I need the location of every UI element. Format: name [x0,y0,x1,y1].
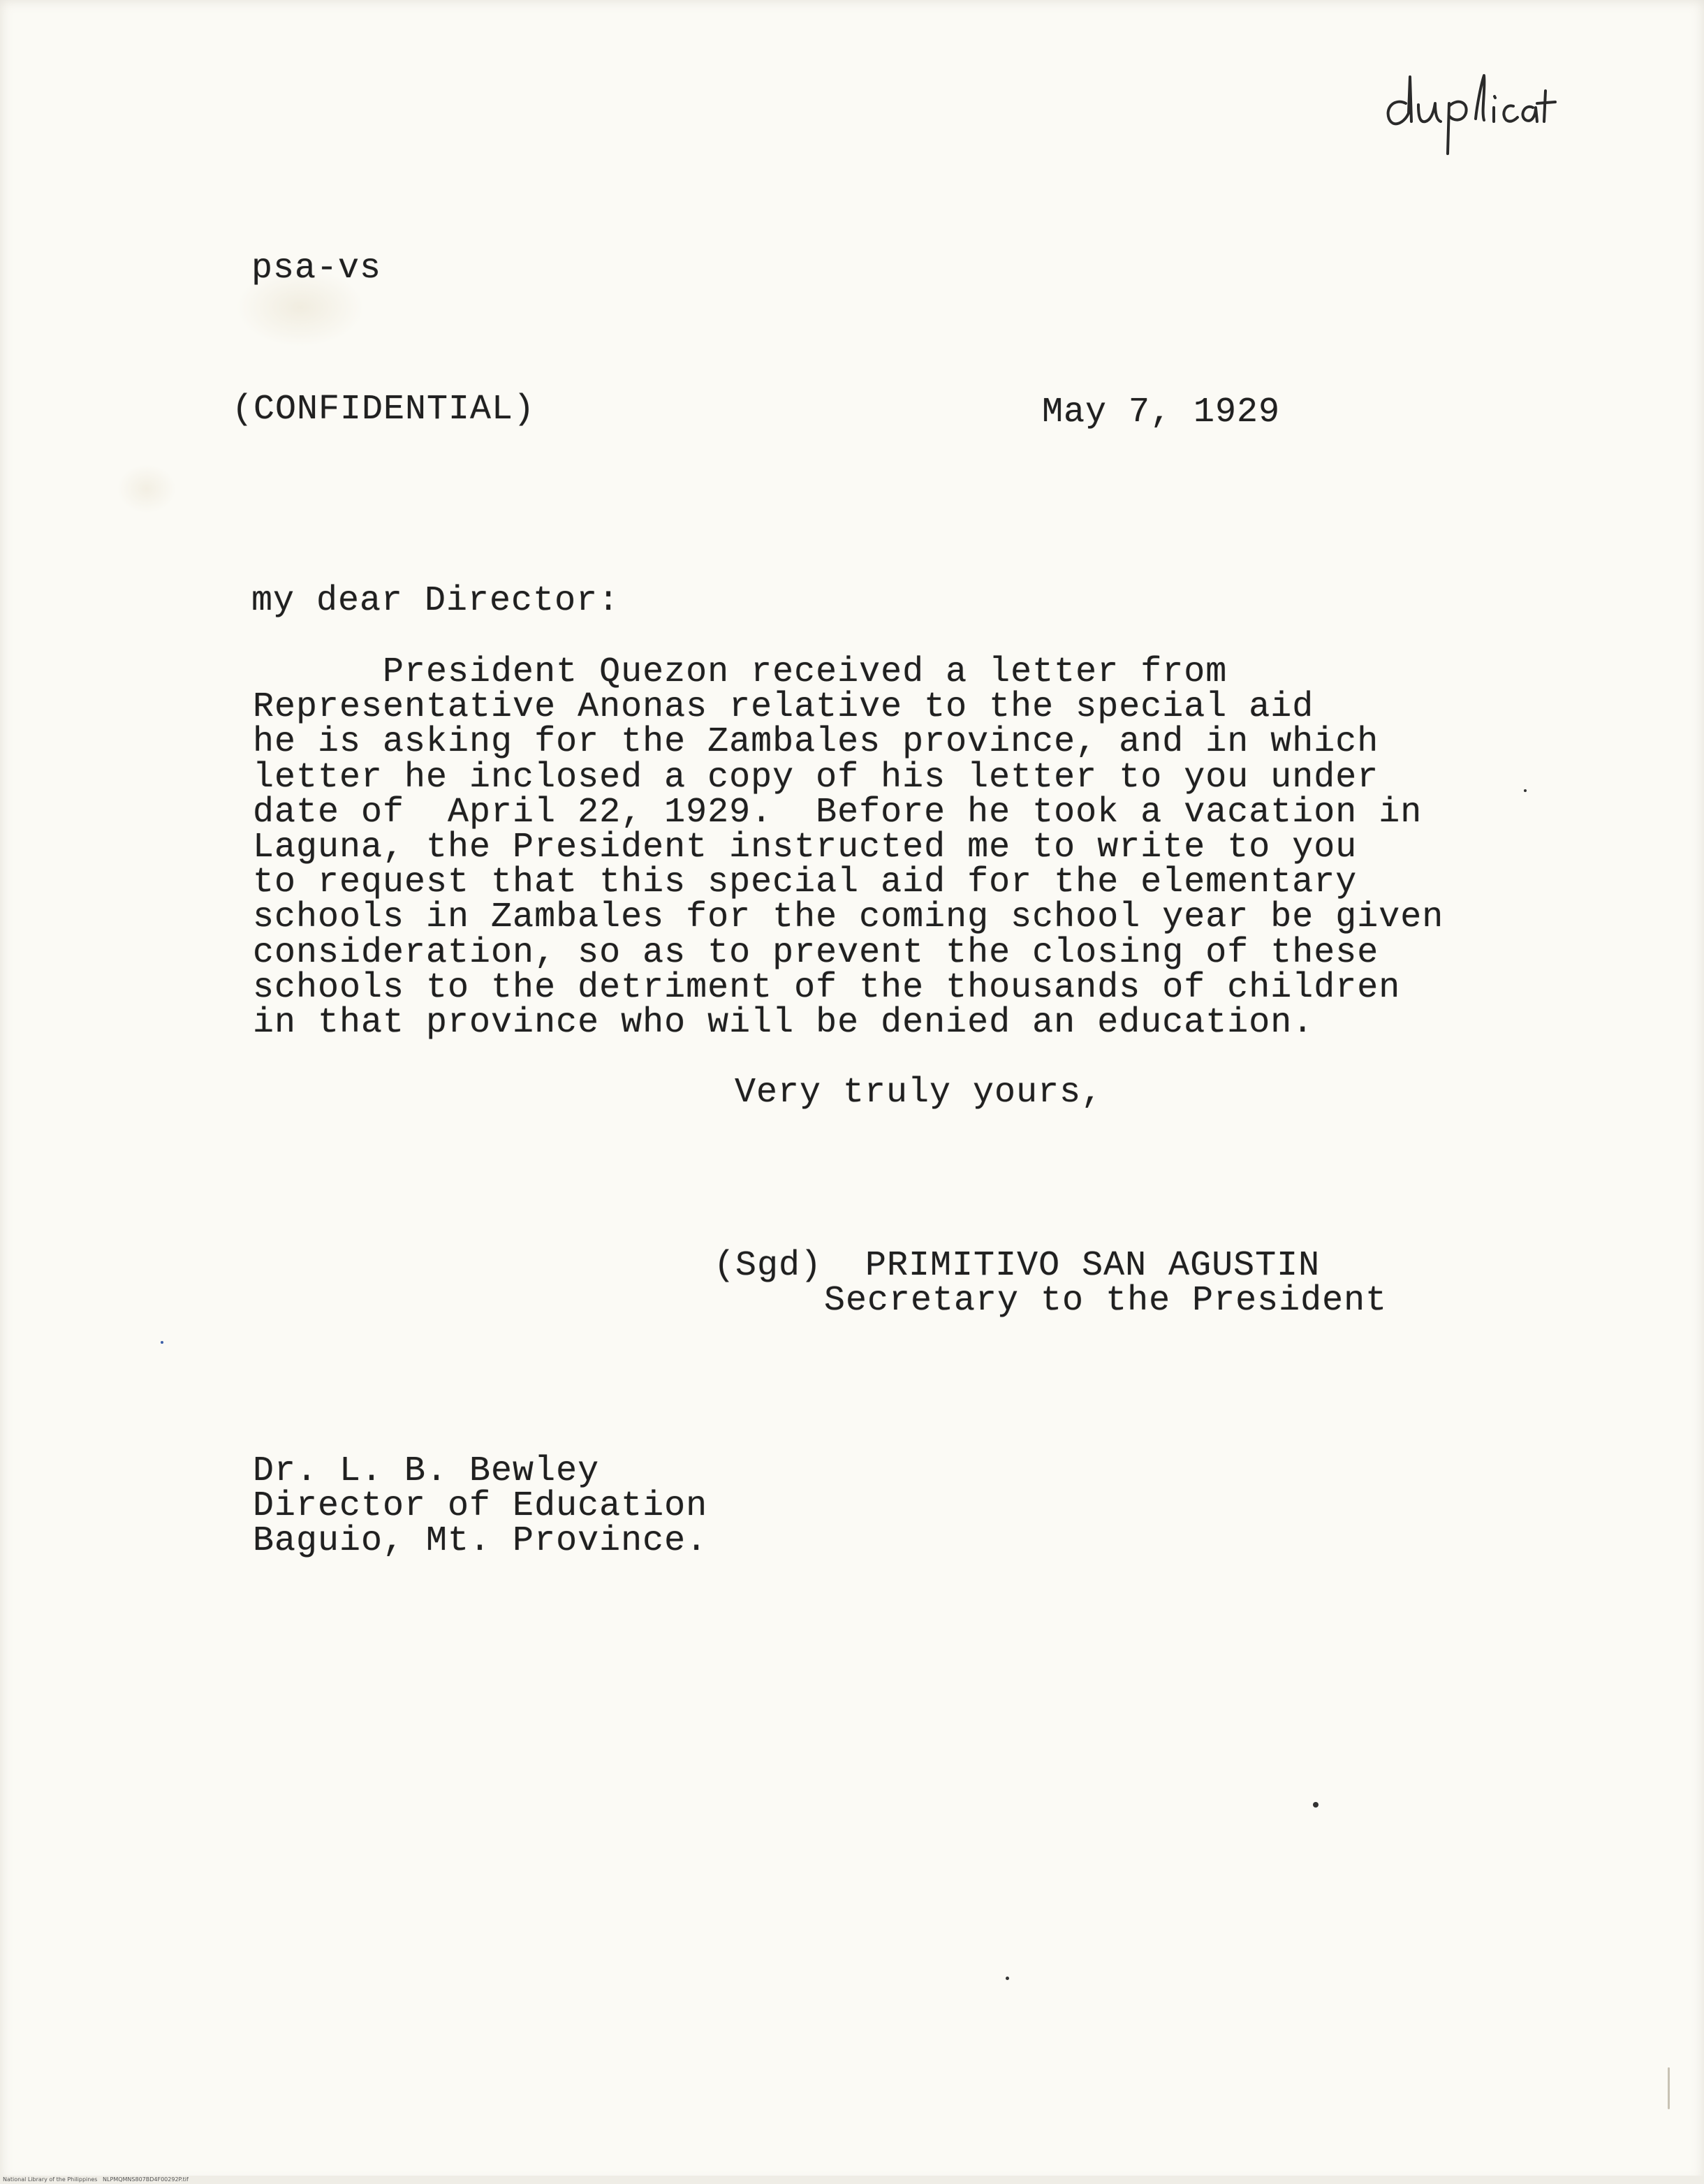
letter-body [253,652,1444,1043]
signature-title: Secretary to the President [824,1281,1388,1321]
addressee-title: Director of Education [253,1486,708,1526]
body-line: consideration, so as to prevent the closing of these [253,932,1379,973]
classification-label: (CONFIDENTIAL) [232,390,536,430]
body-line: schools in Zambales for the coming school year be given [253,897,1444,938]
paper-mark [1524,789,1527,792]
paper-mark [1006,1977,1009,1980]
paper-mark [1313,1802,1319,1808]
body-line: letter he inclosed a copy of his letter to you under [253,757,1379,798]
archive-footer-text: National Library of the Philippines NLPMQMNS807BD4F00292P.tif [3,2176,189,2183]
body-line: in that province who will be denied an education. [253,1002,1314,1043]
reference-initials: psa-vs [251,249,382,288]
body-line: to request that this special aid for the elementary [253,863,1358,903]
body-line: schools to the detriment of the thousands of children [253,967,1401,1008]
paper-mark [1668,2067,1670,2109]
salutation: my dear Director: [251,581,620,621]
paper-mark [161,1341,163,1344]
addressee-location: Baguio, Mt. Province. [253,1521,708,1561]
body-line: he is asking for the Zambales province, and in which [253,722,1379,763]
handwritten-note-icon [1379,49,1561,168]
body-line: Representative Anonas relative to the special aid [253,687,1314,728]
closing: Very truly yours, [735,1073,1103,1113]
body-line: date of April 22, 1929. Before he took a vacation in [253,792,1423,833]
footer-strip [0,2176,1704,2184]
body-line: Laguna, the President instructed me to write to you [253,827,1358,867]
signature-name: (Sgd) PRIMITIVO SAN AGUSTIN [714,1246,1321,1286]
letter-date: May 7, 1929 [1042,393,1281,432]
body-line: President Quezon received a letter from [253,652,1228,692]
addressee-name: Dr. L. B. Bewley [253,1451,600,1491]
addressee-block [253,1451,708,1561]
